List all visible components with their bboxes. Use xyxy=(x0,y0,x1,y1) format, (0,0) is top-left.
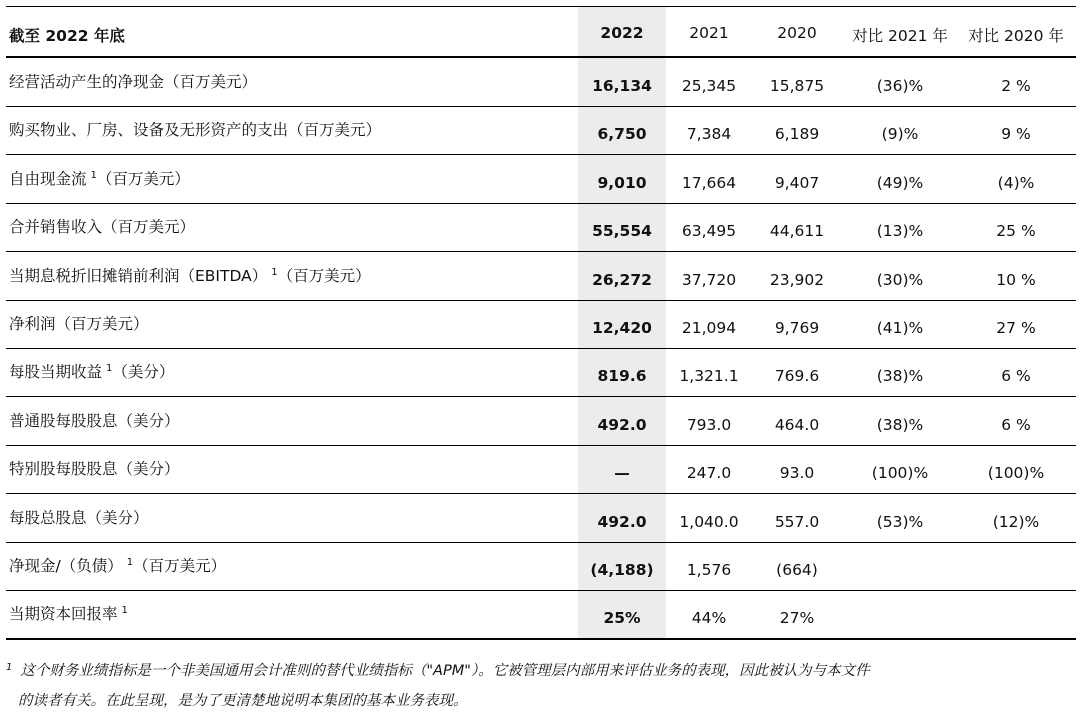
row-label-text: 经营活动产生的净现金（百万美元） xyxy=(9,73,258,91)
cell-value: 16,134 xyxy=(592,77,652,95)
row-label xyxy=(9,167,190,189)
bottom-rule xyxy=(6,638,1076,640)
cell-value: 6,750 xyxy=(597,125,647,144)
table-row xyxy=(6,590,1076,638)
cell-value: (38)% xyxy=(876,415,924,434)
footnote-ref: 1 xyxy=(271,266,278,278)
col-header-vs-2020: 对比 2020 年 xyxy=(968,27,1064,45)
cell-value: 44% xyxy=(691,609,727,628)
row-label xyxy=(9,360,174,382)
footnote-ref: 1 xyxy=(121,605,128,617)
row-label-text: 当期资本回报率 xyxy=(9,605,118,624)
row-label xyxy=(9,554,226,576)
cell-value: 1,576 xyxy=(686,561,732,579)
cell-value: 27% xyxy=(779,609,815,628)
header-label: 截至 2022 年底 xyxy=(9,27,125,45)
cell-value: 15,875 xyxy=(769,77,825,95)
row-label-unit: （美分） xyxy=(112,363,175,382)
row-label xyxy=(9,312,149,334)
cell-value: (9)% xyxy=(881,125,919,144)
cell-value: (53)% xyxy=(876,512,924,531)
cell-value: 10 % xyxy=(996,270,1036,289)
cell-value: 12,420 xyxy=(592,319,652,337)
row-label xyxy=(9,70,257,92)
row-label xyxy=(9,118,381,140)
table-row xyxy=(6,155,1076,203)
cell-value: 769.6 xyxy=(774,367,820,386)
cell-value: 93.0 xyxy=(779,464,815,483)
cell-value: 9,010 xyxy=(597,173,647,192)
col-header-2021: 2021 xyxy=(689,24,729,42)
footnote-line-2: 的读者有关。在此呈现，是为了更清楚地说明本集团的基本业务表现。 xyxy=(18,693,468,709)
cell-value: (30)% xyxy=(876,270,924,289)
cell-value: 26,272 xyxy=(592,270,652,289)
row-label-text: 合并销售收入（百万美元） xyxy=(9,218,196,237)
cell-value: 44,611 xyxy=(769,222,825,241)
row-label-text: 普通股每股股息（美分） xyxy=(9,411,180,430)
row-label xyxy=(9,602,128,624)
cell-value: (13)% xyxy=(876,222,924,241)
table-header xyxy=(6,8,1076,56)
cell-value: (4,188) xyxy=(590,561,654,579)
cell-value: 9,769 xyxy=(774,319,820,337)
cell-value: 6,189 xyxy=(774,125,820,144)
footnote-line-1: 这个财务业绩指标是一个非美国通用会计准则的替代业绩指标（"APM"）。它被管理层内部用来评估业务的表现，因此被认为与本文件 xyxy=(20,663,870,679)
cell-value: (36)% xyxy=(876,77,924,95)
cell-value: 492.0 xyxy=(597,415,647,434)
table-row xyxy=(6,300,1076,348)
cell-value: 25% xyxy=(603,609,641,628)
row-label-text: 特别股每股股息（美分） xyxy=(9,460,180,479)
row-label-text: 每股总股息（美分） xyxy=(9,508,149,527)
row-label xyxy=(9,409,180,431)
cell-value: 1,040.0 xyxy=(679,512,739,531)
row-label xyxy=(9,264,371,286)
cell-value: 2 % xyxy=(1001,77,1031,95)
cell-value: 557.0 xyxy=(774,512,820,531)
cell-value: (664) xyxy=(776,561,818,579)
footnote-ref: 1 xyxy=(126,557,134,568)
col-header-vs-2021: 对比 2021 年 xyxy=(852,27,948,45)
cell-value: (41)% xyxy=(876,319,924,337)
col-header-2022: 2022 xyxy=(600,24,644,42)
table-row xyxy=(6,542,1076,590)
cell-value: 25 % xyxy=(996,222,1036,241)
cell-value: 23,902 xyxy=(769,270,825,289)
cell-value: 37,720 xyxy=(681,270,737,289)
row-label xyxy=(9,457,180,479)
table-row xyxy=(6,445,1076,493)
cell-value: (100)% xyxy=(987,464,1045,483)
row-label-unit: （百万美元） xyxy=(133,557,227,575)
cell-value: (38)% xyxy=(876,367,924,386)
cell-value: 247.0 xyxy=(686,464,732,483)
row-label-text: 每股当期收益 xyxy=(9,363,103,382)
cell-value: 464.0 xyxy=(774,415,820,434)
row-label-unit: （百万美元） xyxy=(96,169,190,188)
cell-value: 55,554 xyxy=(592,222,652,241)
row-label-text: 购买物业、厂房、设备及无形资产的支出（百万美元） xyxy=(9,121,382,140)
cell-value: (4)% xyxy=(997,173,1035,192)
cell-value: 9 % xyxy=(1001,125,1031,144)
cell-value: 492.0 xyxy=(597,512,647,531)
cell-value: 9,407 xyxy=(774,173,820,192)
cell-value: 7,384 xyxy=(686,125,732,144)
row-label-text: 净现金/（负债） xyxy=(9,557,123,575)
table-row xyxy=(6,203,1076,251)
cell-value: 63,495 xyxy=(681,222,737,241)
cell-value: (49)% xyxy=(876,173,924,192)
row-label-text: 当期息税折旧摊销前利润（EBITDA） xyxy=(9,266,268,285)
cell-value: — xyxy=(614,464,630,483)
footnote-ref: 1 xyxy=(90,169,97,181)
col-header-2020: 2020 xyxy=(777,24,817,42)
row-label xyxy=(9,506,149,528)
cell-value: (12)% xyxy=(992,512,1040,531)
cell-value: 6 % xyxy=(1001,415,1031,434)
top-rule xyxy=(6,6,1076,7)
table-row xyxy=(6,58,1076,106)
footnote-mark: 1 xyxy=(6,662,13,673)
cell-value: 819.6 xyxy=(597,367,647,386)
cell-value: 793.0 xyxy=(686,415,732,434)
row-label xyxy=(9,215,195,237)
cell-value: 1,321.1 xyxy=(679,367,739,386)
table-row xyxy=(6,494,1076,542)
cell-value: (100)% xyxy=(871,464,929,483)
footnote-ref: 1 xyxy=(106,363,113,375)
footnote xyxy=(6,653,1076,716)
cell-value: 17,664 xyxy=(681,173,737,192)
cell-value: 21,094 xyxy=(681,319,737,337)
table-row xyxy=(6,252,1076,300)
cell-value: 25,345 xyxy=(681,77,737,95)
cell-value: 27 % xyxy=(996,319,1036,337)
cell-value: 6 % xyxy=(1001,367,1031,386)
row-label-text: 净利润（百万美元） xyxy=(9,315,149,333)
row-label-unit: （百万美元） xyxy=(277,266,371,285)
row-label-text: 自由现金流 xyxy=(9,169,87,188)
table-row xyxy=(6,348,1076,396)
table-row xyxy=(6,397,1076,445)
table-row xyxy=(6,106,1076,154)
